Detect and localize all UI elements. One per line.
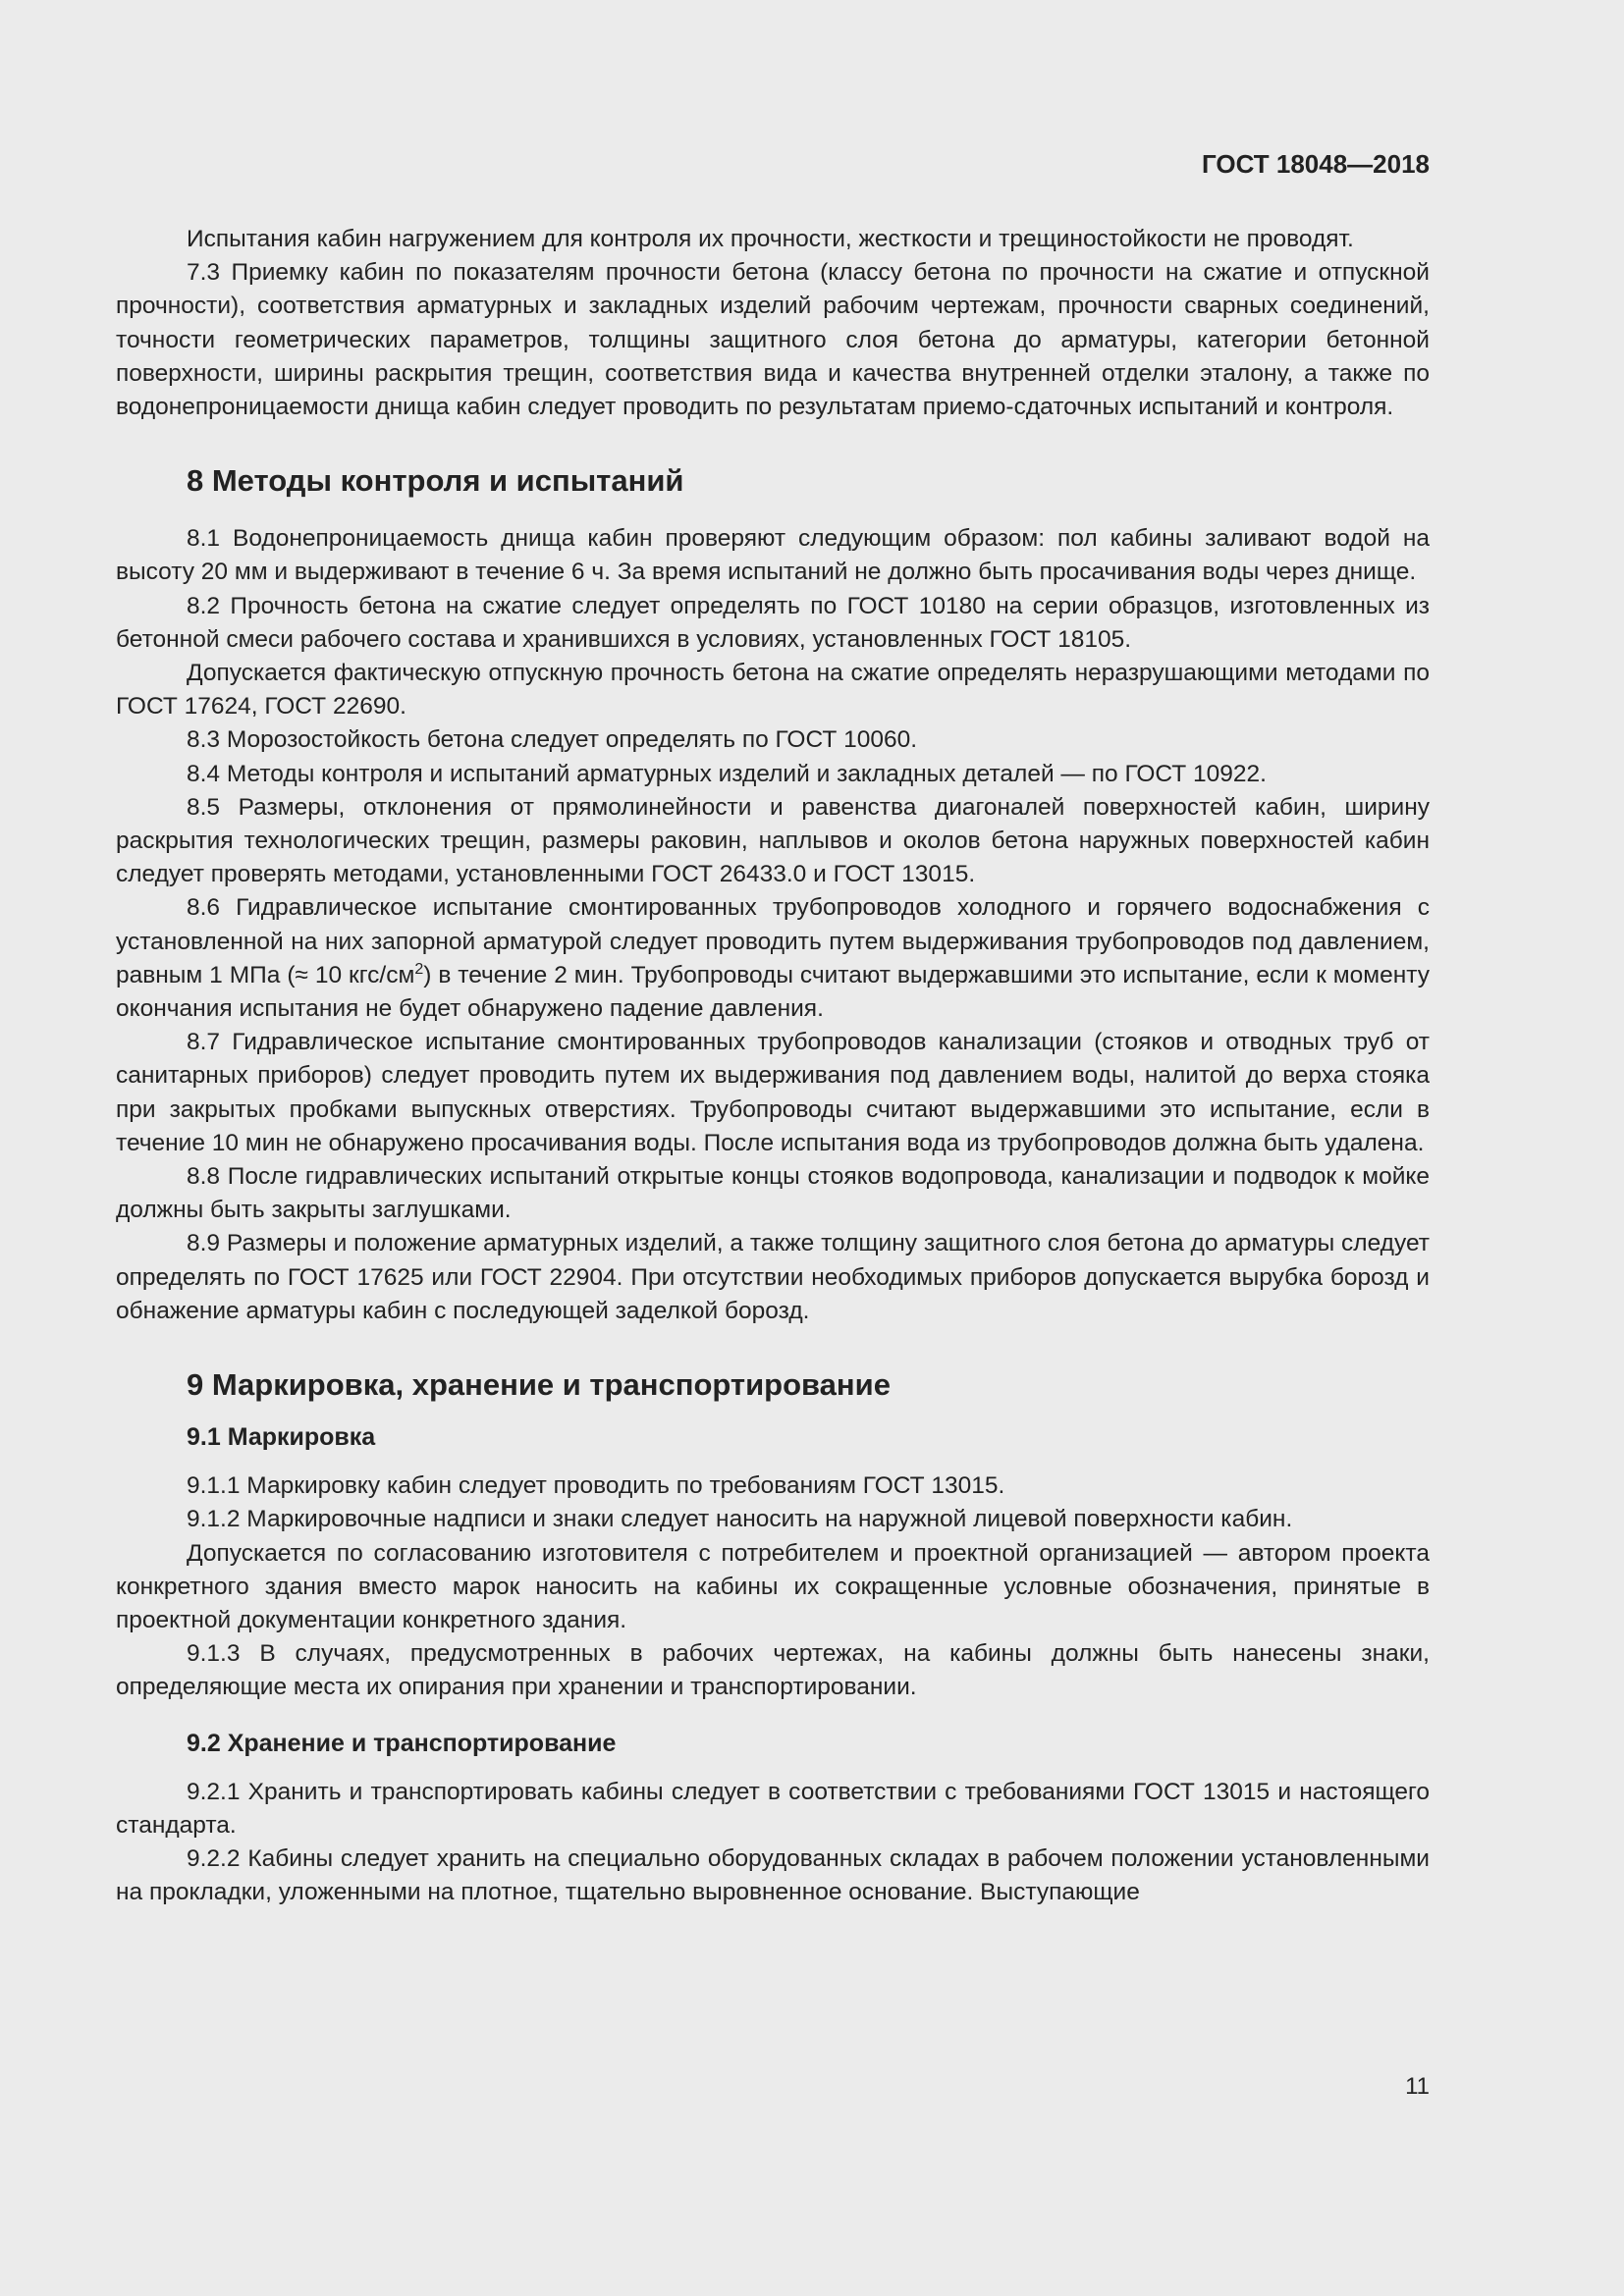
paragraph-7-3: 7.3 Приемку кабин по показателям прочности бетона (классу бетона по прочности на сжатие и отпускной прочности), соответствия арматурных и закладных изделий рабочим чертежам, прочности сварных соединений, точности геометрических параметров, толщины защитного слоя бетона до арматуры, категории бетонной поверхности, ширины раскрытия трещин, соответствия вида и качества внутренней отделки эталону, а также по водонепроницаемости днища кабин следует проводить по результатам приемо-сдаточных испытаний и контроля. xyxy=(116,259,1430,421)
section-9-heading: 9 Маркировка, хранение и транспортирование xyxy=(187,1367,891,1403)
document-page xyxy=(116,0,1430,2296)
page-number: 11 xyxy=(1405,2073,1430,2100)
superscript-2: 2 xyxy=(414,960,424,978)
paragraph-8-3: 8.3 Морозостойкость бетона следует определять по ГОСТ 10060. xyxy=(187,726,918,754)
paragraph-8-7: 8.7 Гидравлическое испытание смонтированных трубопроводов канализации (стояков и отводных труб от санитарных приборов) следует проводить путем их выдерживания под давлением воды, налитой до верха стояка при закрытых пробками выпускных отверстиях. Трубопроводы считают выдержавшими это испытание, если в течение 10 мин не обнаружено просачивания воды. После испытания вода из трубопроводов должна быть удалена. xyxy=(116,1029,1430,1156)
document-header-id: ГОСТ 18048—2018 xyxy=(1202,149,1430,179)
paragraph: Испытания кабин нагружением для контроля их прочности, жесткости и трещиностойкости не проводят. xyxy=(187,226,1354,252)
paragraph-8-1: 8.1 Водонепроницаемость днища кабин проверяют следующим образом: пол кабины заливают водой на высоту 20 мм и выдерживают в течение 6 ч. За время испытаний не должно быть просачивания воды через днище. xyxy=(116,525,1430,586)
paragraph: Допускается по согласованию изготовителя с потребителем и проектной организацией — автором проекта конкретного здания вместо марок наносить на кабины их сокращенные условные обозначения, принятые в проектной документации конкретного здания. xyxy=(116,1539,1430,1633)
paragraph-9-1-2: 9.1.2 Маркировочные надписи и знаки следует наносить на наружной лицевой поверхности кабин. xyxy=(187,1506,1293,1533)
paragraph-8-4: 8.4 Методы контроля и испытаний арматурных изделий и закладных деталей — по ГОСТ 10922. xyxy=(187,760,1267,787)
paragraph-9-2-1: 9.2.1 Хранить и транспортировать кабины следует в соответствии с требованиями ГОСТ 13015 и настоящего стандарта. xyxy=(116,1778,1430,1839)
subsection-9-1-heading: 9.1 Маркировка xyxy=(187,1423,376,1452)
paragraph-9-2-2: 9.2.2 Кабины следует хранить на специально оборудованных складах в рабочем положении установленными на прокладки, уложенными на плотное, тщательно выровненное основание. Выступающие xyxy=(116,1844,1430,1906)
paragraph: Допускается фактическую отпускную прочность бетона на сжатие определять неразрушающими методами по ГОСТ 17624, ГОСТ 22690. xyxy=(116,660,1430,721)
paragraph-8-2: 8.2 Прочность бетона на сжатие следует определять по ГОСТ 10180 на серии образцов, изготовленных из бетонной смеси рабочего состава и хранившихся в условиях, установленных ГОСТ 18105. xyxy=(116,592,1430,653)
paragraph-8-6 xyxy=(116,891,1430,1026)
paragraph-8-8: 8.8 После гидравлических испытаний открытые концы стояков водопровода, канализации и подводок к мойке должны быть закрыты заглушками. xyxy=(116,1163,1430,1224)
paragraph-9-1-1: 9.1.1 Маркировку кабин следует проводить по требованиям ГОСТ 13015. xyxy=(187,1472,1005,1500)
section-8-heading: 8 Методы контроля и испытаний xyxy=(187,463,684,499)
document-body xyxy=(116,223,1430,1909)
paragraph-8-5: 8.5 Размеры, отклонения от прямолинейности и равенства диагоналей поверхностей кабин, ширину раскрытия технологических трещин, размеры раковин, наплывов и околов бетона наружных поверхностей кабин следует проверять методами, установленными ГОСТ 26433.0 и ГОСТ 13015. xyxy=(116,793,1430,888)
paragraph-9-1-3: 9.1.3 В случаях, предусмотренных в рабочих чертежах, на кабины должны быть нанесены знаки, определяющие места их опирания при хранении и транспортировании. xyxy=(116,1640,1430,1701)
paragraph-8-9: 8.9 Размеры и положение арматурных изделий, а также толщину защитного слоя бетона до арматуры следует определять по ГОСТ 17625 или ГОСТ 22904. При отсутствии необходимых приборов допускается вырубка борозд и обнажение арматуры кабин с последующей заделкой борозд. xyxy=(116,1230,1430,1324)
paragraph-8-6-part1: 8.6 Гидравлическое испытание смонтированных трубопроводов холодного и горячего водоснабжения с установленной на них запорной арматурой следует проводить путем выдерживания трубопроводов под давлением, равным 1 МПа (≈ 10 кгс/см xyxy=(116,894,1430,988)
subsection-9-2-heading: 9.2 Хранение и транспортирование xyxy=(187,1729,617,1757)
paragraph-8-6-part2: ) в течение 2 мин. Трубопроводы считают выдержавшими это испытание, если к моменту окончания испытания не будет обнаружено падение давления. xyxy=(116,961,1430,1023)
